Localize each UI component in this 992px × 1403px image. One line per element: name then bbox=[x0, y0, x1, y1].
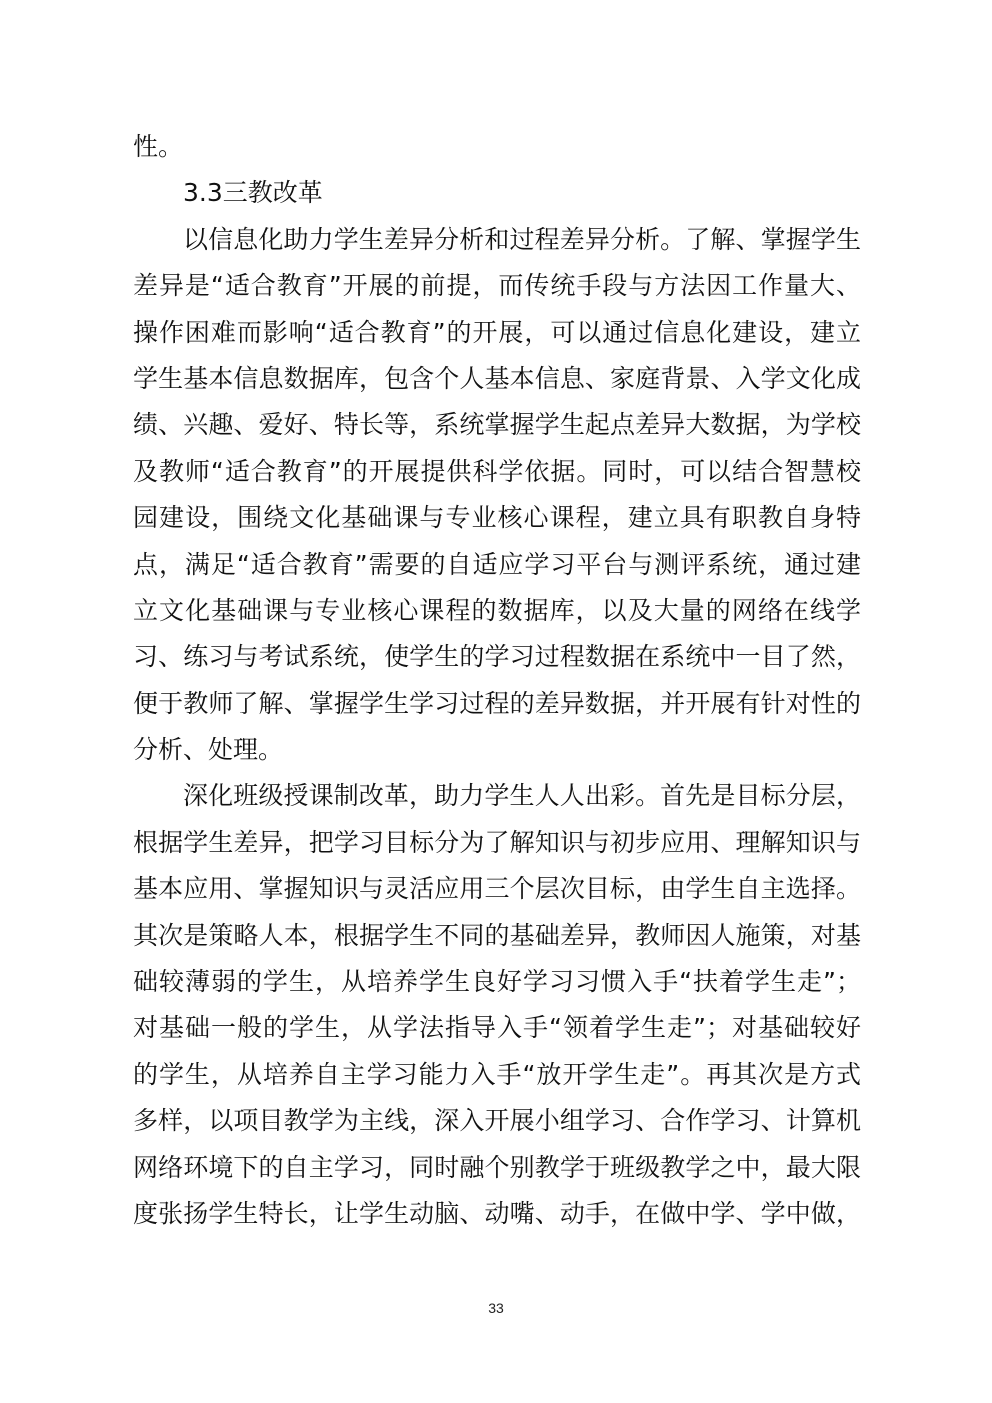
paragraph-line: 差异是“适合教育”开展的前提，而传统手段与方法因工作量大、 bbox=[133, 271, 861, 301]
paragraph-line: 便于教师了解、掌握学生学习过程的差异数据，并开展有针对性的 bbox=[133, 688, 861, 718]
paragraph-line: 基本应用、掌握知识与灵活应用三个层次目标，由学生自主选择。 bbox=[133, 874, 861, 904]
body-text bbox=[133, 124, 861, 1237]
paragraph-line: 础较薄弱的学生，从培养学生良好学习习惯入手“扶着学生走”； bbox=[133, 967, 861, 997]
paragraph-line: 多样，以项目教学为主线，深入开展小组学习、合作学习、计算机 bbox=[133, 1106, 861, 1136]
page-number: 33 bbox=[488, 1300, 504, 1316]
paragraph-line: 深化班级授课制改革，助力学生人人出彩。首先是目标分层， bbox=[183, 781, 861, 811]
paragraph-line: 点，满足“适合教育”需要的自适应学习平台与测评系统，通过建 bbox=[133, 549, 861, 579]
paragraph-line: 立文化基础课与专业核心课程的数据库，以及大量的网络在线学 bbox=[133, 595, 861, 625]
section-heading: 3.3三教改革 bbox=[183, 178, 323, 208]
paragraph-line: 分析、处理。 bbox=[133, 735, 284, 765]
paragraph-line: 操作困难而影响“适合教育”的开展，可以通过信息化建设，建立 bbox=[133, 317, 861, 347]
paragraph-line: 园建设，围绕文化基础课与专业核心课程，建立具有职教自身特 bbox=[133, 503, 861, 533]
paragraph-line: 学生基本信息数据库，包含个人基本信息、家庭背景、入学文化成 bbox=[133, 363, 861, 393]
paragraph-line: 性。 bbox=[133, 132, 184, 161]
paragraph-line: 的学生，从培养自主学习能力入手“放开学生走”。再其次是方式 bbox=[133, 1059, 861, 1089]
paragraph-line: 习、练习与考试系统，使学生的学习过程数据在系统中一目了然， bbox=[133, 642, 861, 672]
paragraph-line: 绩、兴趣、爱好、特长等，系统掌握学生起点差异大数据，为学校 bbox=[133, 410, 861, 440]
paragraph-line: 以信息化助力学生差异分析和过程差异分析。了解、掌握学生 bbox=[183, 224, 861, 254]
paragraph-line: 网络环境下的自主学习，同时融个别教学于班级教学之中，最大限 bbox=[133, 1152, 861, 1182]
paragraph-line: 及教师“适合教育”的开展提供科学依据。同时，可以结合智慧校 bbox=[133, 456, 861, 486]
paragraph-line: 根据学生差异，把学习目标分为了解知识与初步应用、理解知识与 bbox=[133, 827, 861, 857]
paragraph-line: 对基础一般的学生，从学法指导入手“领着学生走”；对基础较好 bbox=[133, 1013, 861, 1043]
paragraph-line: 度张扬学生特长，让学生动脑、动嘴、动手，在做中学、学中做， bbox=[133, 1198, 861, 1228]
paragraph-line: 其次是策略人本，根据学生不同的基础差异，教师因人施策，对基 bbox=[133, 920, 861, 950]
